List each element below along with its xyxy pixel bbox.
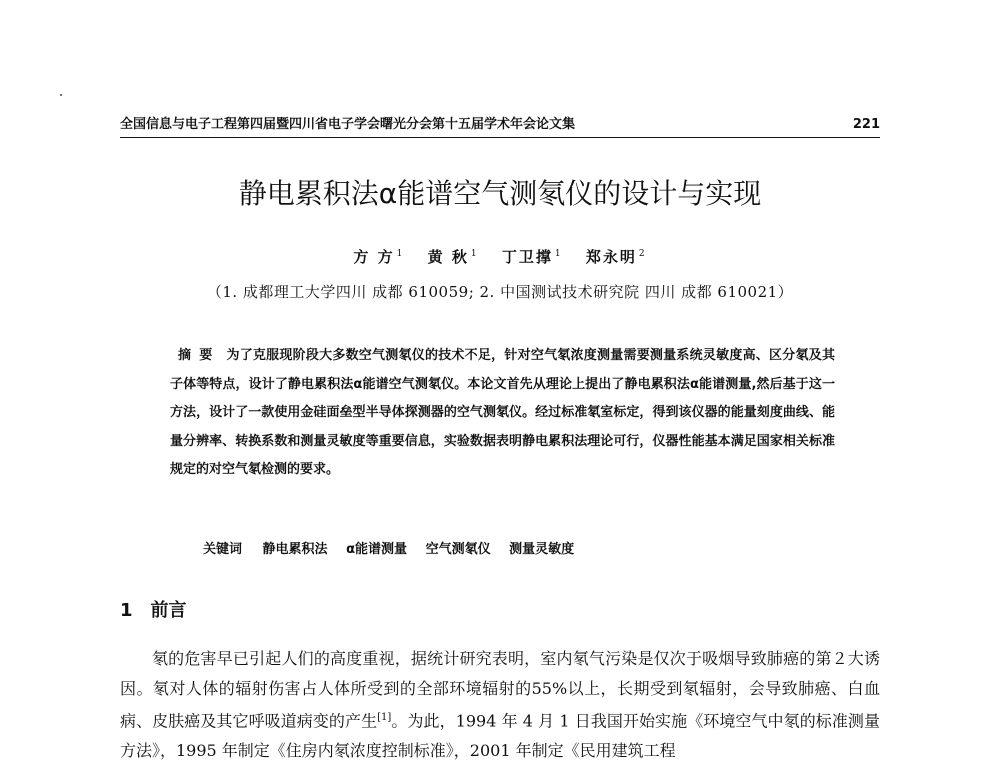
abstract [170,342,835,485]
citation: [1] [377,712,392,723]
section-heading [120,596,187,622]
running-title: 全国信息与电子工程第四届暨四川省电子学会曙光分会第十五届学术年会论文集 [120,117,576,132]
section-title: 前言 [150,600,187,621]
body-paragraph: 氡的危害早已引起人们的高度重视，据统计研究表明，室内氡气污染是仅次于吸烟导致肺癌的第２大诱因。氡对人体的辐射伤害占人体所受到的全部环境辐射的55%以上，长期受到氡辐射，会导致肺癌、白血病、皮肤癌及其它呼吸道病变的产生[1]。为此，1994 年 4 月 1 日我国开始实施《环境空气中氡的标准测量方法》，1995 年制定《住房内氡浓度控制标准》，2001 年制定《民用建筑工程 [120,649,880,760]
page-number: 221 [852,117,880,132]
paper-title: 静电累积法α能谱空气测氡仪的设计与实现 [238,177,762,210]
keyword: 测量灵敏度 [509,542,575,557]
keyword: 空气测氡仪 [425,542,491,557]
author: 黄 秋 $^1$ [427,248,479,266]
scan-speck [60,94,62,96]
affiliation: （1. 成都理工大学四川 成都 610059; 2. 中国测试技术研究院 四川 成都 610021） [206,283,794,301]
keyword: α能谱测量 [346,542,408,557]
section-number: 1 [120,600,133,621]
abstract-label: 摘要 [178,348,221,363]
keywords [203,538,843,557]
author-list [0,246,1000,267]
running-header [120,113,880,138]
abstract-text: 为了克服现阶段大多数空气测氡仪的技术不足，针对空气氡浓度测量需要测量系统灵敏度高、区分氡及其子体等特点，设计了静电累积法α能谱空气测氡仪。本论文首先从理论上提出了静电累积法α能谱测量,然后基于这一方法，设计了一款使用金硅面垒型半导体探测器的空气测氡仪。经过标准氡室标定，得到该仪器的能量刻度曲线、能量分辨率、转换系数和测量灵敏度等重要信息，实验数据表明静电累积法理论可行，仪器性能基本满足国家相关标准规定的对空气氡检测的要求。 [170,348,835,478]
keywords-label: 关键词 [203,542,243,557]
author: 丁卫撑 $^1$ [501,248,563,266]
keyword: 静电累积法 [262,542,328,557]
author: 方 方 $^1$ [353,248,405,266]
author: 郑永明 $^2$ [585,248,647,266]
